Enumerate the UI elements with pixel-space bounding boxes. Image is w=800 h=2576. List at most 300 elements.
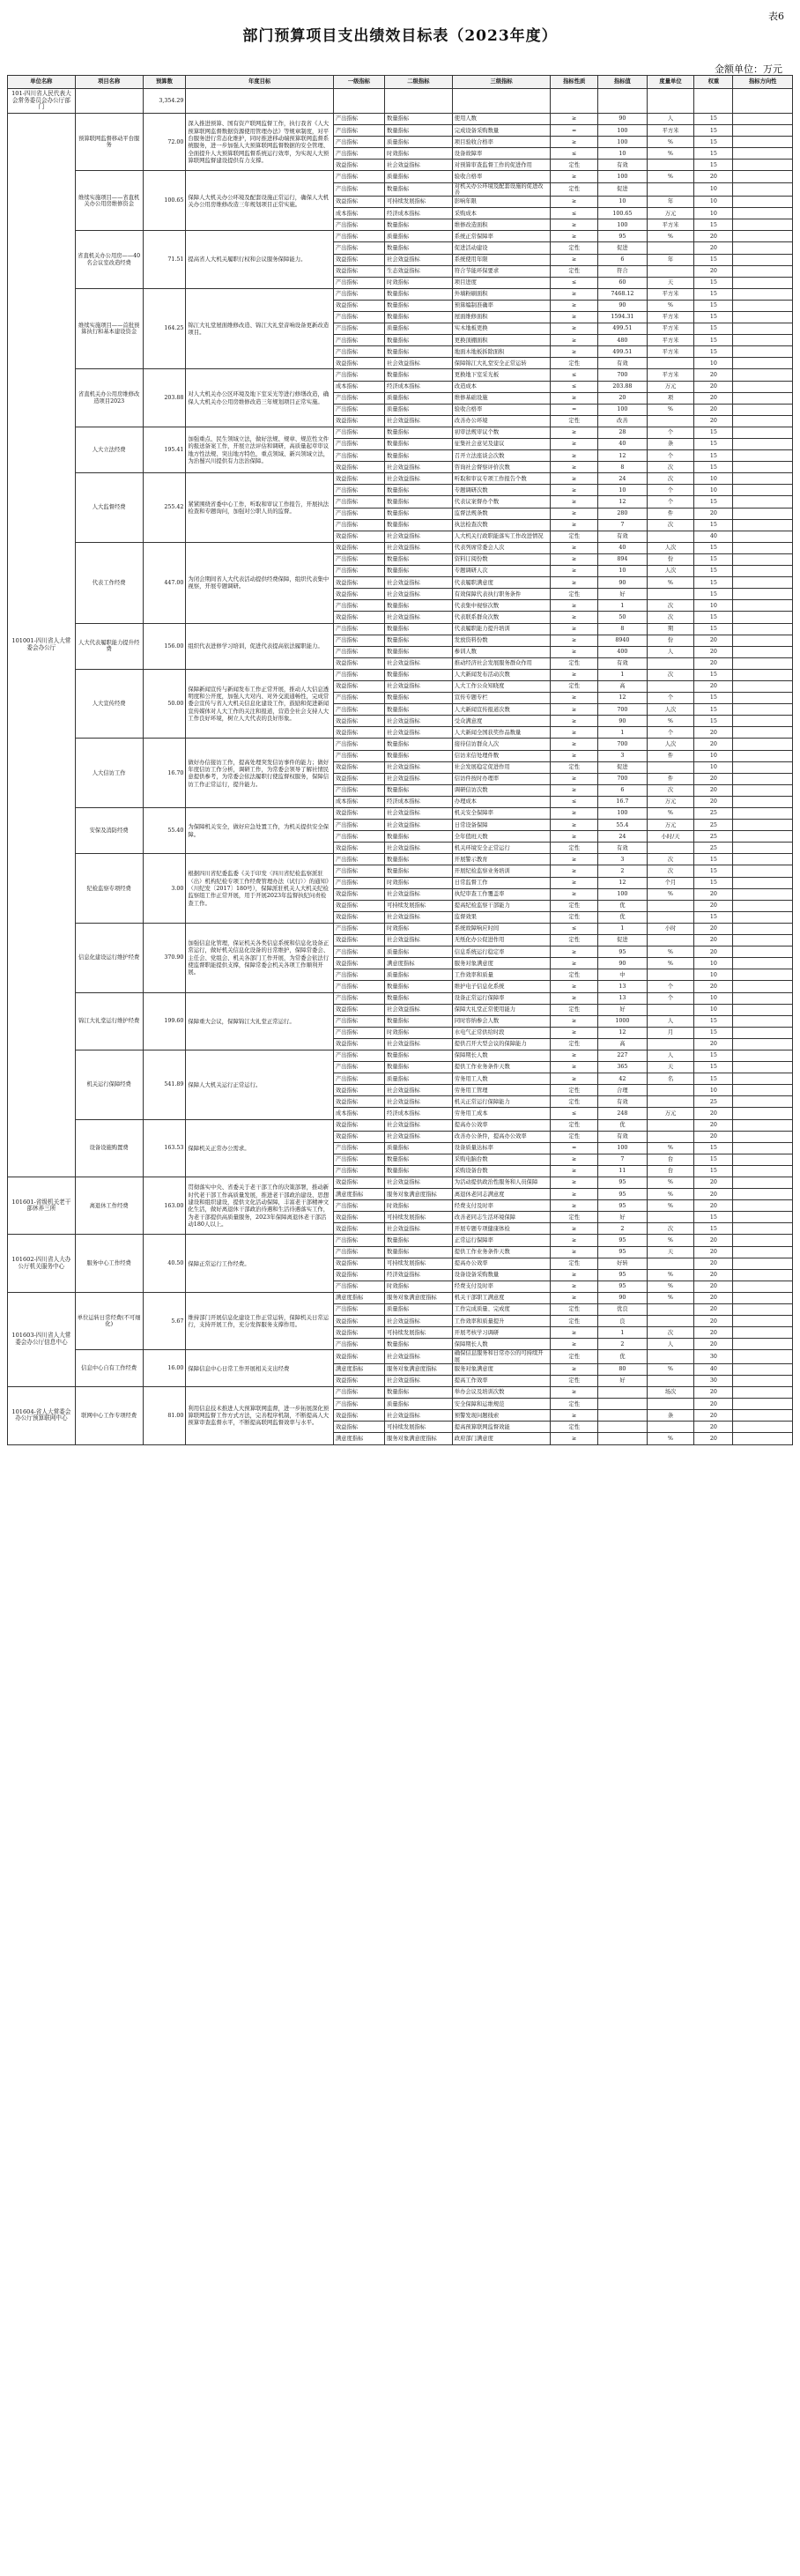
project-name-cell: 预算联网监督移动平台服务 <box>75 114 143 171</box>
indicator-nature-cell: ≥ <box>551 450 598 462</box>
level2-indicator-cell: 社会效益指标 <box>385 680 453 692</box>
level2-indicator-cell: 社会效益指标 <box>385 542 453 553</box>
level1-indicator-cell: 效益指标 <box>333 160 384 171</box>
direction-cell <box>733 669 793 680</box>
measure-unit-cell <box>647 911 694 923</box>
annual-goal-cell: 做好办信接访工作，提高处理突发信访事件的能力；做好年度信访工作分析，调研工作，为常委会领导了解社情民意提供参考，为常委会依法履职行使监督权服务，保障信访工作正常运行，提升能力。 <box>186 739 333 808</box>
direction-cell <box>733 346 793 358</box>
measure-unit-cell: % <box>647 958 694 969</box>
budget-amount-cell: 199.60 <box>143 992 186 1050</box>
level2-indicator-cell: 数量指标 <box>385 1050 453 1061</box>
weight-cell: 20 <box>694 242 733 254</box>
measure-unit-cell: % <box>647 716 694 727</box>
level1-indicator-cell: 产出指标 <box>333 1387 384 1399</box>
weight-cell: 20 <box>694 171 733 182</box>
indicator-nature-cell: ≥ <box>551 508 598 519</box>
level3-indicator-cell: 改善老同志生活环境保障 <box>452 1212 551 1223</box>
weight-cell: 25 <box>694 831 733 843</box>
annual-goal-cell: 保障机关正常办公需求。 <box>186 1119 333 1177</box>
measure-unit-cell <box>647 1350 694 1363</box>
weight-cell: 15 <box>694 612 733 623</box>
level3-indicator-cell: 采购设备台数 <box>452 1165 551 1177</box>
measure-unit-cell: 台 <box>647 1165 694 1177</box>
indicator-nature-cell: ≥ <box>551 311 598 323</box>
level3-indicator-cell: 提高预算联网监督效能 <box>452 1422 551 1433</box>
indicator-nature-cell: ≥ <box>551 346 598 358</box>
direction-cell <box>733 704 793 716</box>
level2-indicator-cell: 数量指标 <box>385 1062 453 1073</box>
indicator-value-cell: 203.88 <box>597 381 647 392</box>
table-row <box>8 808 793 820</box>
level2-indicator-cell: 社会效益指标 <box>385 160 453 171</box>
level1-indicator-cell: 产出指标 <box>333 669 384 680</box>
level2-indicator-cell: 社会效益指标 <box>385 820 453 831</box>
level1-indicator-cell: 产出指标 <box>333 992 384 1004</box>
annual-goal-cell: 保障新闻宣传与新闻发布工作正常开展，推动人大信息透明度和公开度，加强人大对内、对外交流通畅性，完成常委会宣传与省人大机关信息化建设工作，鼓励和促进新闻宣传媒体对人大工作的关注和报道，营造全社会支持人大工作良好环境，树立人大代表的良好形象。 <box>186 669 333 739</box>
indicator-nature-cell: ≥ <box>551 1062 598 1073</box>
level3-indicator-cell: 验收合格率 <box>452 171 551 182</box>
level1-indicator-cell: 产出指标 <box>333 553 384 565</box>
indicator-nature-cell: ≥ <box>551 1339 598 1350</box>
direction-cell <box>733 1062 793 1073</box>
measure-unit-cell: 个 <box>647 693 694 704</box>
budget-amount-cell: 156.00 <box>143 623 186 669</box>
indicator-nature-cell: 定性 <box>551 1085 598 1096</box>
level2-indicator-cell: 数量指标 <box>385 219 453 231</box>
measure-unit-cell: 次 <box>647 854 694 865</box>
direction-cell <box>733 508 793 519</box>
indicator-nature-cell: ≥ <box>551 612 598 623</box>
level1-indicator-cell: 产出指标 <box>333 646 384 657</box>
direction-cell <box>733 750 793 761</box>
indicator-value-cell: 促进 <box>597 761 647 773</box>
indicator-value-cell: 优良 <box>597 1304 647 1316</box>
level3-indicator-cell: 工作效率和质量提升 <box>452 1316 551 1327</box>
level3-indicator-cell: 预算编制准确率 <box>452 300 551 311</box>
budget-amount-cell: 50.00 <box>143 669 186 739</box>
indicator-nature-cell: 定性 <box>551 1131 598 1142</box>
level3-indicator-cell: 人大新闻宣传报道次数 <box>452 704 551 716</box>
weight-cell: 15 <box>694 160 733 171</box>
indicator-nature-cell: ≥ <box>551 623 598 635</box>
indicator-value-cell: 合理 <box>597 1085 647 1096</box>
level3-indicator-cell: 信访件按时办理率 <box>452 773 551 784</box>
indicator-nature-cell: ≥ <box>551 171 598 182</box>
measure-unit-cell: % <box>647 577 694 589</box>
level3-indicator-cell: 保障期长人数 <box>452 1050 551 1061</box>
measure-unit-cell: 平方米 <box>647 125 694 137</box>
direction-cell <box>733 1235 793 1246</box>
measure-unit-cell: 平方米 <box>647 323 694 335</box>
level1-indicator-cell: 成本指标 <box>333 381 384 392</box>
measure-unit-cell: % <box>647 1292 694 1303</box>
level1-indicator-cell: 产出指标 <box>333 1200 384 1212</box>
level2-indicator-cell: 数量指标 <box>385 242 453 254</box>
level3-indicator-cell: 初审法规审议个数 <box>452 427 551 438</box>
indicator-nature-cell: ≤ <box>551 208 598 219</box>
direction-cell <box>733 612 793 623</box>
level1-indicator-cell: 效益指标 <box>333 808 384 820</box>
weight-cell: 20 <box>694 1304 733 1316</box>
weight-cell: 15 <box>694 1073 733 1085</box>
level3-indicator-cell: 开展考核学习调研 <box>452 1327 551 1339</box>
direction-cell <box>733 1108 793 1119</box>
weight-cell: 15 <box>694 125 733 137</box>
empty-cell <box>733 89 793 114</box>
project-name-cell: 锦江大礼堂运行维护经费 <box>75 992 143 1050</box>
weight-cell: 20 <box>694 1292 733 1303</box>
project-name-cell: 维续实施项目——首批预算执行和基本建设资金 <box>75 288 143 369</box>
column-header: 单位名称 <box>8 76 76 89</box>
measure-unit-cell: 天 <box>647 1246 694 1258</box>
indicator-nature-cell: ≥ <box>551 219 598 231</box>
direction-cell <box>733 1258 793 1269</box>
direction-cell <box>733 1154 793 1165</box>
level2-indicator-cell: 质量指标 <box>385 1142 453 1154</box>
table-row <box>8 114 793 125</box>
measure-unit-cell: 个 <box>647 427 694 438</box>
indicator-value-cell: 95 <box>597 1189 647 1200</box>
indicator-nature-cell: ≥ <box>551 773 598 784</box>
weight-cell: 10 <box>694 208 733 219</box>
column-header: 预算数 <box>143 76 186 89</box>
indicator-value-cell: 100.65 <box>597 208 647 219</box>
direction-cell <box>733 1304 793 1316</box>
measure-unit-cell: 次 <box>647 612 694 623</box>
measure-unit-cell <box>647 1422 694 1433</box>
indicator-value-cell: 2 <box>597 1223 647 1235</box>
level2-indicator-cell: 数量指标 <box>385 750 453 761</box>
indicator-value-cell: 7 <box>597 519 647 531</box>
indicator-value-cell: 280 <box>597 508 647 519</box>
indicator-value-cell: 7 <box>597 1154 647 1165</box>
indicator-nature-cell: ≥ <box>551 600 598 612</box>
indicator-value-cell: 24 <box>597 473 647 485</box>
level1-indicator-cell: 产出指标 <box>333 171 384 182</box>
table-row <box>8 288 793 300</box>
level2-indicator-cell: 社会效益指标 <box>385 761 453 773</box>
level1-indicator-cell: 产出指标 <box>333 288 384 300</box>
measure-unit-cell: 万元 <box>647 820 694 831</box>
project-name-cell: 设备设施购置费 <box>75 1119 143 1177</box>
level1-indicator-cell: 效益指标 <box>333 542 384 553</box>
weight-cell: 15 <box>694 1062 733 1073</box>
weight-cell: 15 <box>694 496 733 508</box>
budget-amount-cell: 16.70 <box>143 739 186 808</box>
direction-cell <box>733 992 793 1004</box>
level3-indicator-cell: 更换顶棚面积 <box>452 335 551 346</box>
level1-indicator-cell: 产出指标 <box>333 392 384 404</box>
level1-indicator-cell: 产出指标 <box>333 1304 384 1316</box>
level2-indicator-cell: 数量指标 <box>385 704 453 716</box>
level1-indicator-cell: 效益指标 <box>333 1410 384 1422</box>
level3-indicator-cell: 更换地下室采光板 <box>452 369 551 381</box>
weight-cell: 15 <box>694 566 733 577</box>
level3-indicator-cell: 设备故障率 <box>452 148 551 160</box>
indicator-nature-cell: ≥ <box>551 693 598 704</box>
level3-indicator-cell: 代表联系群众次数 <box>452 612 551 623</box>
level3-indicator-cell: 改造成本 <box>452 381 551 392</box>
indicator-nature-cell: ≥ <box>551 1189 598 1200</box>
direction-cell <box>733 381 793 392</box>
direction-cell <box>733 1292 793 1303</box>
level3-indicator-cell: 有效保障代表执行职务条件 <box>452 589 551 600</box>
indicator-value-cell: 100 <box>597 888 647 900</box>
level1-indicator-cell: 效益指标 <box>333 900 384 911</box>
measure-unit-cell <box>647 1131 694 1142</box>
measure-unit-cell: 个 <box>647 450 694 462</box>
level2-indicator-cell: 社会效益指标 <box>385 589 453 600</box>
budget-amount-cell: 163.53 <box>143 1119 186 1177</box>
indicator-nature-cell: 定性 <box>551 657 598 669</box>
indicator-nature-cell: 定性 <box>551 843 598 854</box>
level1-indicator-cell: 效益指标 <box>333 958 384 969</box>
budget-amount-cell: 163.00 <box>143 1177 186 1235</box>
level2-indicator-cell: 社会效益指标 <box>385 358 453 369</box>
measure-unit-cell: 平方米 <box>647 369 694 381</box>
indicator-nature-cell: ≥ <box>551 1246 598 1258</box>
project-name-cell: 服务中心工作经费 <box>75 1235 143 1292</box>
indicator-value-cell: 40 <box>597 542 647 553</box>
direction-cell <box>733 1096 793 1108</box>
level1-indicator-cell: 效益指标 <box>333 1316 384 1327</box>
level3-indicator-cell: 实木地板更换 <box>452 323 551 335</box>
indicator-nature-cell: 定性 <box>551 911 598 923</box>
direction-cell <box>733 589 793 600</box>
weight-cell: 20 <box>694 404 733 415</box>
direction-cell <box>733 300 793 311</box>
weight-cell: 20 <box>694 796 733 807</box>
weight-cell: 25 <box>694 843 733 854</box>
budget-amount-cell: 3,354.29 <box>143 89 186 114</box>
level2-indicator-cell: 社会效益指标 <box>385 1223 453 1235</box>
measure-unit-cell: 平方米 <box>647 288 694 300</box>
level3-indicator-cell: 劳务用工成本 <box>452 1108 551 1119</box>
indicator-nature-cell: ≥ <box>551 888 598 900</box>
level1-indicator-cell: 效益指标 <box>333 197 384 208</box>
indicator-value-cell: 499.51 <box>597 346 647 358</box>
indicator-nature-cell: ≤ <box>551 1108 598 1119</box>
level2-indicator-cell: 数量指标 <box>385 854 453 865</box>
level3-indicator-cell: 系统正常保障率 <box>452 231 551 242</box>
indicator-nature-cell: 定性 <box>551 1096 598 1108</box>
measure-unit-cell: 次 <box>647 462 694 473</box>
level1-indicator-cell: 效益指标 <box>333 911 384 923</box>
direction-cell <box>733 114 793 125</box>
weight-cell: 15 <box>694 346 733 358</box>
budget-amount-cell: 71.51 <box>143 231 186 288</box>
indicator-value-cell: 好 <box>597 589 647 600</box>
direction-cell <box>733 553 793 565</box>
measure-unit-cell: % <box>647 1142 694 1154</box>
indicator-nature-cell: 定性 <box>551 900 598 911</box>
level3-indicator-cell: 人大机关行政职能落实工作改进情况 <box>452 531 551 542</box>
unit-name-cell: 101602-四川省人大办公厅机关服务中心 <box>8 1235 76 1292</box>
indicator-value-cell: 1594.31 <box>597 311 647 323</box>
measure-unit-cell: 次 <box>647 519 694 531</box>
indicator-value-cell: 700 <box>597 773 647 784</box>
annual-goal-cell: 保障人大机关办公环境及配套设施正常运行，确保人大机关办公用房维修改造三年规划项目正常实施。 <box>186 171 333 231</box>
indicator-value-cell: 894 <box>597 553 647 565</box>
indicator-nature-cell: ≥ <box>551 958 598 969</box>
weight-cell: 15 <box>694 427 733 438</box>
level3-indicator-cell: 维修基础设施 <box>452 392 551 404</box>
indicator-value-cell: 248 <box>597 1108 647 1119</box>
level1-indicator-cell: 效益指标 <box>333 657 384 669</box>
level1-indicator-cell: 效益指标 <box>333 612 384 623</box>
level1-indicator-cell: 产出指标 <box>333 277 384 288</box>
direction-cell <box>733 1142 793 1154</box>
empty-cell <box>452 89 551 114</box>
measure-unit-cell: 项 <box>647 392 694 404</box>
indicator-value-cell: 100 <box>597 404 647 415</box>
weight-cell: 20 <box>694 900 733 911</box>
indicator-nature-cell: ≥ <box>551 1235 598 1246</box>
measure-unit-cell: 人 <box>647 1015 694 1027</box>
column-header: 指标性质 <box>551 76 598 89</box>
level1-indicator-cell: 成本指标 <box>333 796 384 807</box>
weight-cell: 20 <box>694 1119 733 1131</box>
direction-cell <box>733 1038 793 1050</box>
level2-indicator-cell: 数量指标 <box>385 553 453 565</box>
direction-cell <box>733 888 793 900</box>
level2-indicator-cell: 质量指标 <box>385 1304 453 1316</box>
indicator-value-cell: 有效 <box>597 843 647 854</box>
direction-cell <box>733 1131 793 1142</box>
weight-cell: 20 <box>694 784 733 796</box>
level1-indicator-cell: 满意度指标 <box>333 1292 384 1303</box>
level3-indicator-cell: 劳务用工管理 <box>452 1085 551 1096</box>
indicator-value-cell: 227 <box>597 1050 647 1061</box>
weight-cell: 20 <box>694 981 733 992</box>
column-header: 一级指标 <box>333 76 384 89</box>
indicator-value-cell: 1000 <box>597 1015 647 1027</box>
weight-cell: 15 <box>694 669 733 680</box>
direction-cell <box>733 1050 793 1061</box>
indicator-nature-cell: 定性 <box>551 1422 598 1433</box>
measure-unit-cell: 名 <box>647 1073 694 1085</box>
indicator-value-cell <box>597 1399 647 1410</box>
indicator-nature-cell: ≤ <box>551 277 598 288</box>
level1-indicator-cell: 产出指标 <box>333 346 384 358</box>
level3-indicator-cell: 工作效率和质量 <box>452 969 551 981</box>
measure-unit-cell: 人 <box>647 1050 694 1061</box>
annual-goal-cell: 组织代表进修学习培训，促进代表提高依法履职能力。 <box>186 623 333 669</box>
level1-indicator-cell: 产出指标 <box>333 877 384 888</box>
indicator-nature-cell: 定性 <box>551 242 598 254</box>
column-header: 三级指标 <box>452 76 551 89</box>
indicator-value-cell: 55.4 <box>597 820 647 831</box>
level1-indicator-cell: 满意度指标 <box>333 1433 384 1444</box>
direction-cell <box>733 877 793 888</box>
weight-cell: 20 <box>694 369 733 381</box>
direction-cell <box>733 182 793 196</box>
indicator-nature-cell: ≥ <box>551 1027 598 1038</box>
level3-indicator-cell: 提高工作效率 <box>452 1375 551 1386</box>
measure-unit-cell <box>647 589 694 600</box>
measure-unit-cell: 平方米 <box>647 335 694 346</box>
annual-goal-cell: 维持部门开展信息化建设工作正常运转，保障机关日常运行，支持开展工作，充分发挥服务支撑作用。 <box>186 1292 333 1349</box>
weight-cell: 20 <box>694 1281 733 1292</box>
level3-indicator-cell: 代表集中视察次数 <box>452 600 551 612</box>
level1-indicator-cell: 效益指标 <box>333 727 384 739</box>
measure-unit-cell: % <box>647 808 694 820</box>
weight-cell: 15 <box>694 519 733 531</box>
budget-amount-cell: 370.90 <box>143 923 186 992</box>
indicator-value-cell: 700 <box>597 704 647 716</box>
weight-cell: 15 <box>694 854 733 865</box>
level3-indicator-cell: 屋面维修面积 <box>452 311 551 323</box>
weight-cell: 15 <box>694 462 733 473</box>
indicator-value-cell: 90 <box>597 958 647 969</box>
indicator-value-cell: 13 <box>597 992 647 1004</box>
level1-indicator-cell: 产出指标 <box>333 323 384 335</box>
level2-indicator-cell: 社会效益指标 <box>385 1096 453 1108</box>
indicator-nature-cell: ≥ <box>551 992 598 1004</box>
direction-cell <box>733 1200 793 1212</box>
project-name-cell: 信息中心自有工作经费 <box>75 1350 143 1387</box>
table-row <box>8 89 793 114</box>
measure-unit-cell: 个 <box>647 992 694 1004</box>
indicator-nature-cell: ≥ <box>551 1410 598 1422</box>
indicator-nature-cell: ≤ <box>551 923 598 934</box>
level3-indicator-cell: 项目进度 <box>452 277 551 288</box>
indicator-value-cell: 6 <box>597 254 647 265</box>
level2-indicator-cell: 社会效益指标 <box>385 415 453 427</box>
indicator-nature-cell: ≥ <box>551 1165 598 1177</box>
level1-indicator-cell: 产出指标 <box>333 137 384 148</box>
level1-indicator-cell: 产出指标 <box>333 1165 384 1177</box>
level1-indicator-cell: 产出指标 <box>333 739 384 750</box>
indicator-nature-cell: = <box>551 1142 598 1154</box>
level2-indicator-cell: 数量指标 <box>385 369 453 381</box>
weight-cell: 20 <box>694 231 733 242</box>
level1-indicator-cell: 效益指标 <box>333 358 384 369</box>
level2-indicator-cell: 数量指标 <box>385 519 453 531</box>
indicator-value-cell: 1 <box>597 669 647 680</box>
level2-indicator-cell: 社会效益指标 <box>385 254 453 265</box>
measure-unit-cell: 期 <box>647 623 694 635</box>
direction-cell <box>733 1015 793 1027</box>
level1-indicator-cell: 产出指标 <box>333 485 384 496</box>
measure-unit-cell <box>647 1085 694 1096</box>
budget-amount-cell: 55.40 <box>143 808 186 854</box>
level1-indicator-cell: 效益指标 <box>333 1350 384 1363</box>
level2-indicator-cell: 社会效益指标 <box>385 843 453 854</box>
indicator-nature-cell: ≥ <box>551 704 598 716</box>
indicator-value-cell: 1 <box>597 923 647 934</box>
empty-cell <box>333 89 384 114</box>
annual-goal-cell: 保障信息中心日常工作开展相关支出经费 <box>186 1350 333 1387</box>
project-name-cell: 离退休工作经费 <box>75 1177 143 1235</box>
level1-indicator-cell: 产出指标 <box>333 981 384 992</box>
indicator-nature-cell: ≥ <box>551 577 598 589</box>
level3-indicator-cell: 改善办公条件，提高办公效率 <box>452 1131 551 1142</box>
indicator-nature-cell: ≥ <box>551 114 598 125</box>
direction-cell <box>733 242 793 254</box>
indicator-value-cell: 90 <box>597 300 647 311</box>
table-row <box>8 1387 793 1399</box>
level1-indicator-cell: 成本指标 <box>333 1108 384 1119</box>
level2-indicator-cell: 社会效益指标 <box>385 1004 453 1015</box>
indicator-value-cell: 好 <box>597 1004 647 1015</box>
level1-indicator-cell: 产出指标 <box>333 148 384 160</box>
direction-cell <box>733 462 793 473</box>
measure-unit-cell: 次 <box>647 1223 694 1235</box>
budget-amount-cell: 3.00 <box>143 854 186 924</box>
indicator-nature-cell: ≥ <box>551 197 598 208</box>
direction-cell <box>733 1073 793 1085</box>
